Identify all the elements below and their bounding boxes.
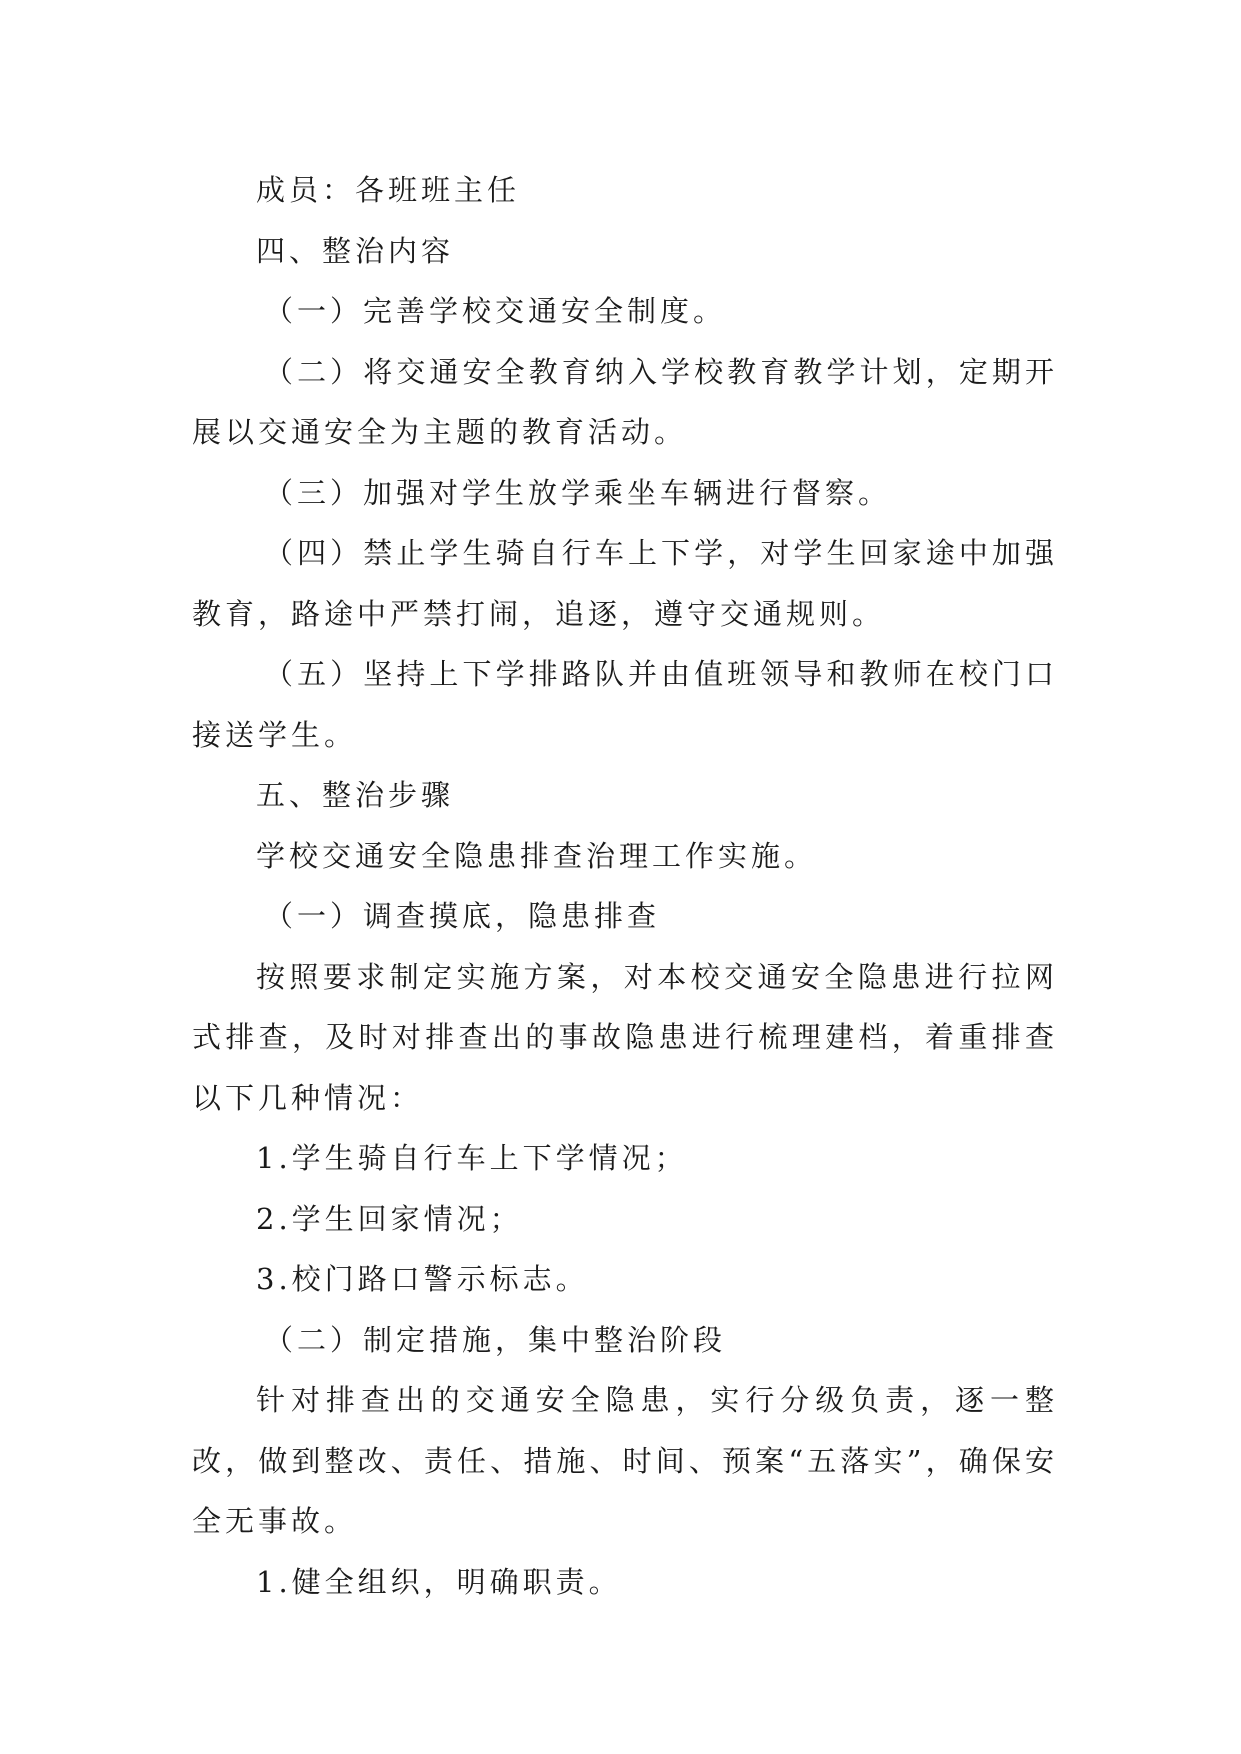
numbered-item: 2.学生回家情况；: [256, 1201, 523, 1236]
subsection-heading: （二）制定措施，集中整治阶段: [264, 1322, 727, 1357]
body-paragraph: 学校交通安全隐患排查治理工作实施。: [256, 838, 818, 873]
subsection-item: （三）加强对学生放学乘坐车辆进行督察。: [264, 475, 892, 510]
subsection-item: （一）完善学校交通安全制度。: [264, 294, 727, 328]
body-paragraph: 按照要求制定实施方案，对本校交通安全隐患进行拉网式排查，及时对排查出的事故隐患进行梳理建档，着重排查以下几种情况：: [192, 959, 1058, 1115]
subsection-item: （四）禁止学生骑自行车上下学，对学生回家途中加强教育，路途中严禁打闹，追逐，遵守交通规则。: [192, 536, 1058, 631]
section-heading: 四、整治内容: [256, 233, 455, 268]
members-line: 成员：各班班主任: [256, 173, 521, 207]
numbered-item: 1.学生骑自行车上下学情况；: [256, 1141, 688, 1175]
subsection-item: （二）将交通安全教育纳入学校教育教学计划，定期开展以交通安全为主题的教育活动。: [192, 354, 1058, 449]
section-heading: 五、整治步骤: [256, 778, 455, 812]
document-body: [192, 160, 1058, 1612]
subsection-heading: （一）调查摸底，隐患排查: [264, 899, 661, 933]
subsection-item: （五）坚持上下学排路队并由值班领导和教师在校门口接送学生。: [192, 657, 1058, 752]
numbered-item: 1.健全组织，明确职责。: [256, 1564, 622, 1599]
numbered-item: 3.校门路口警示标志。: [256, 1262, 589, 1296]
body-paragraph: 针对排查出的交通安全隐患，实行分级负责，逐一整改，做到整改、责任、措施、时间、预案“五落实”，确保安全无事故。: [192, 1383, 1058, 1538]
